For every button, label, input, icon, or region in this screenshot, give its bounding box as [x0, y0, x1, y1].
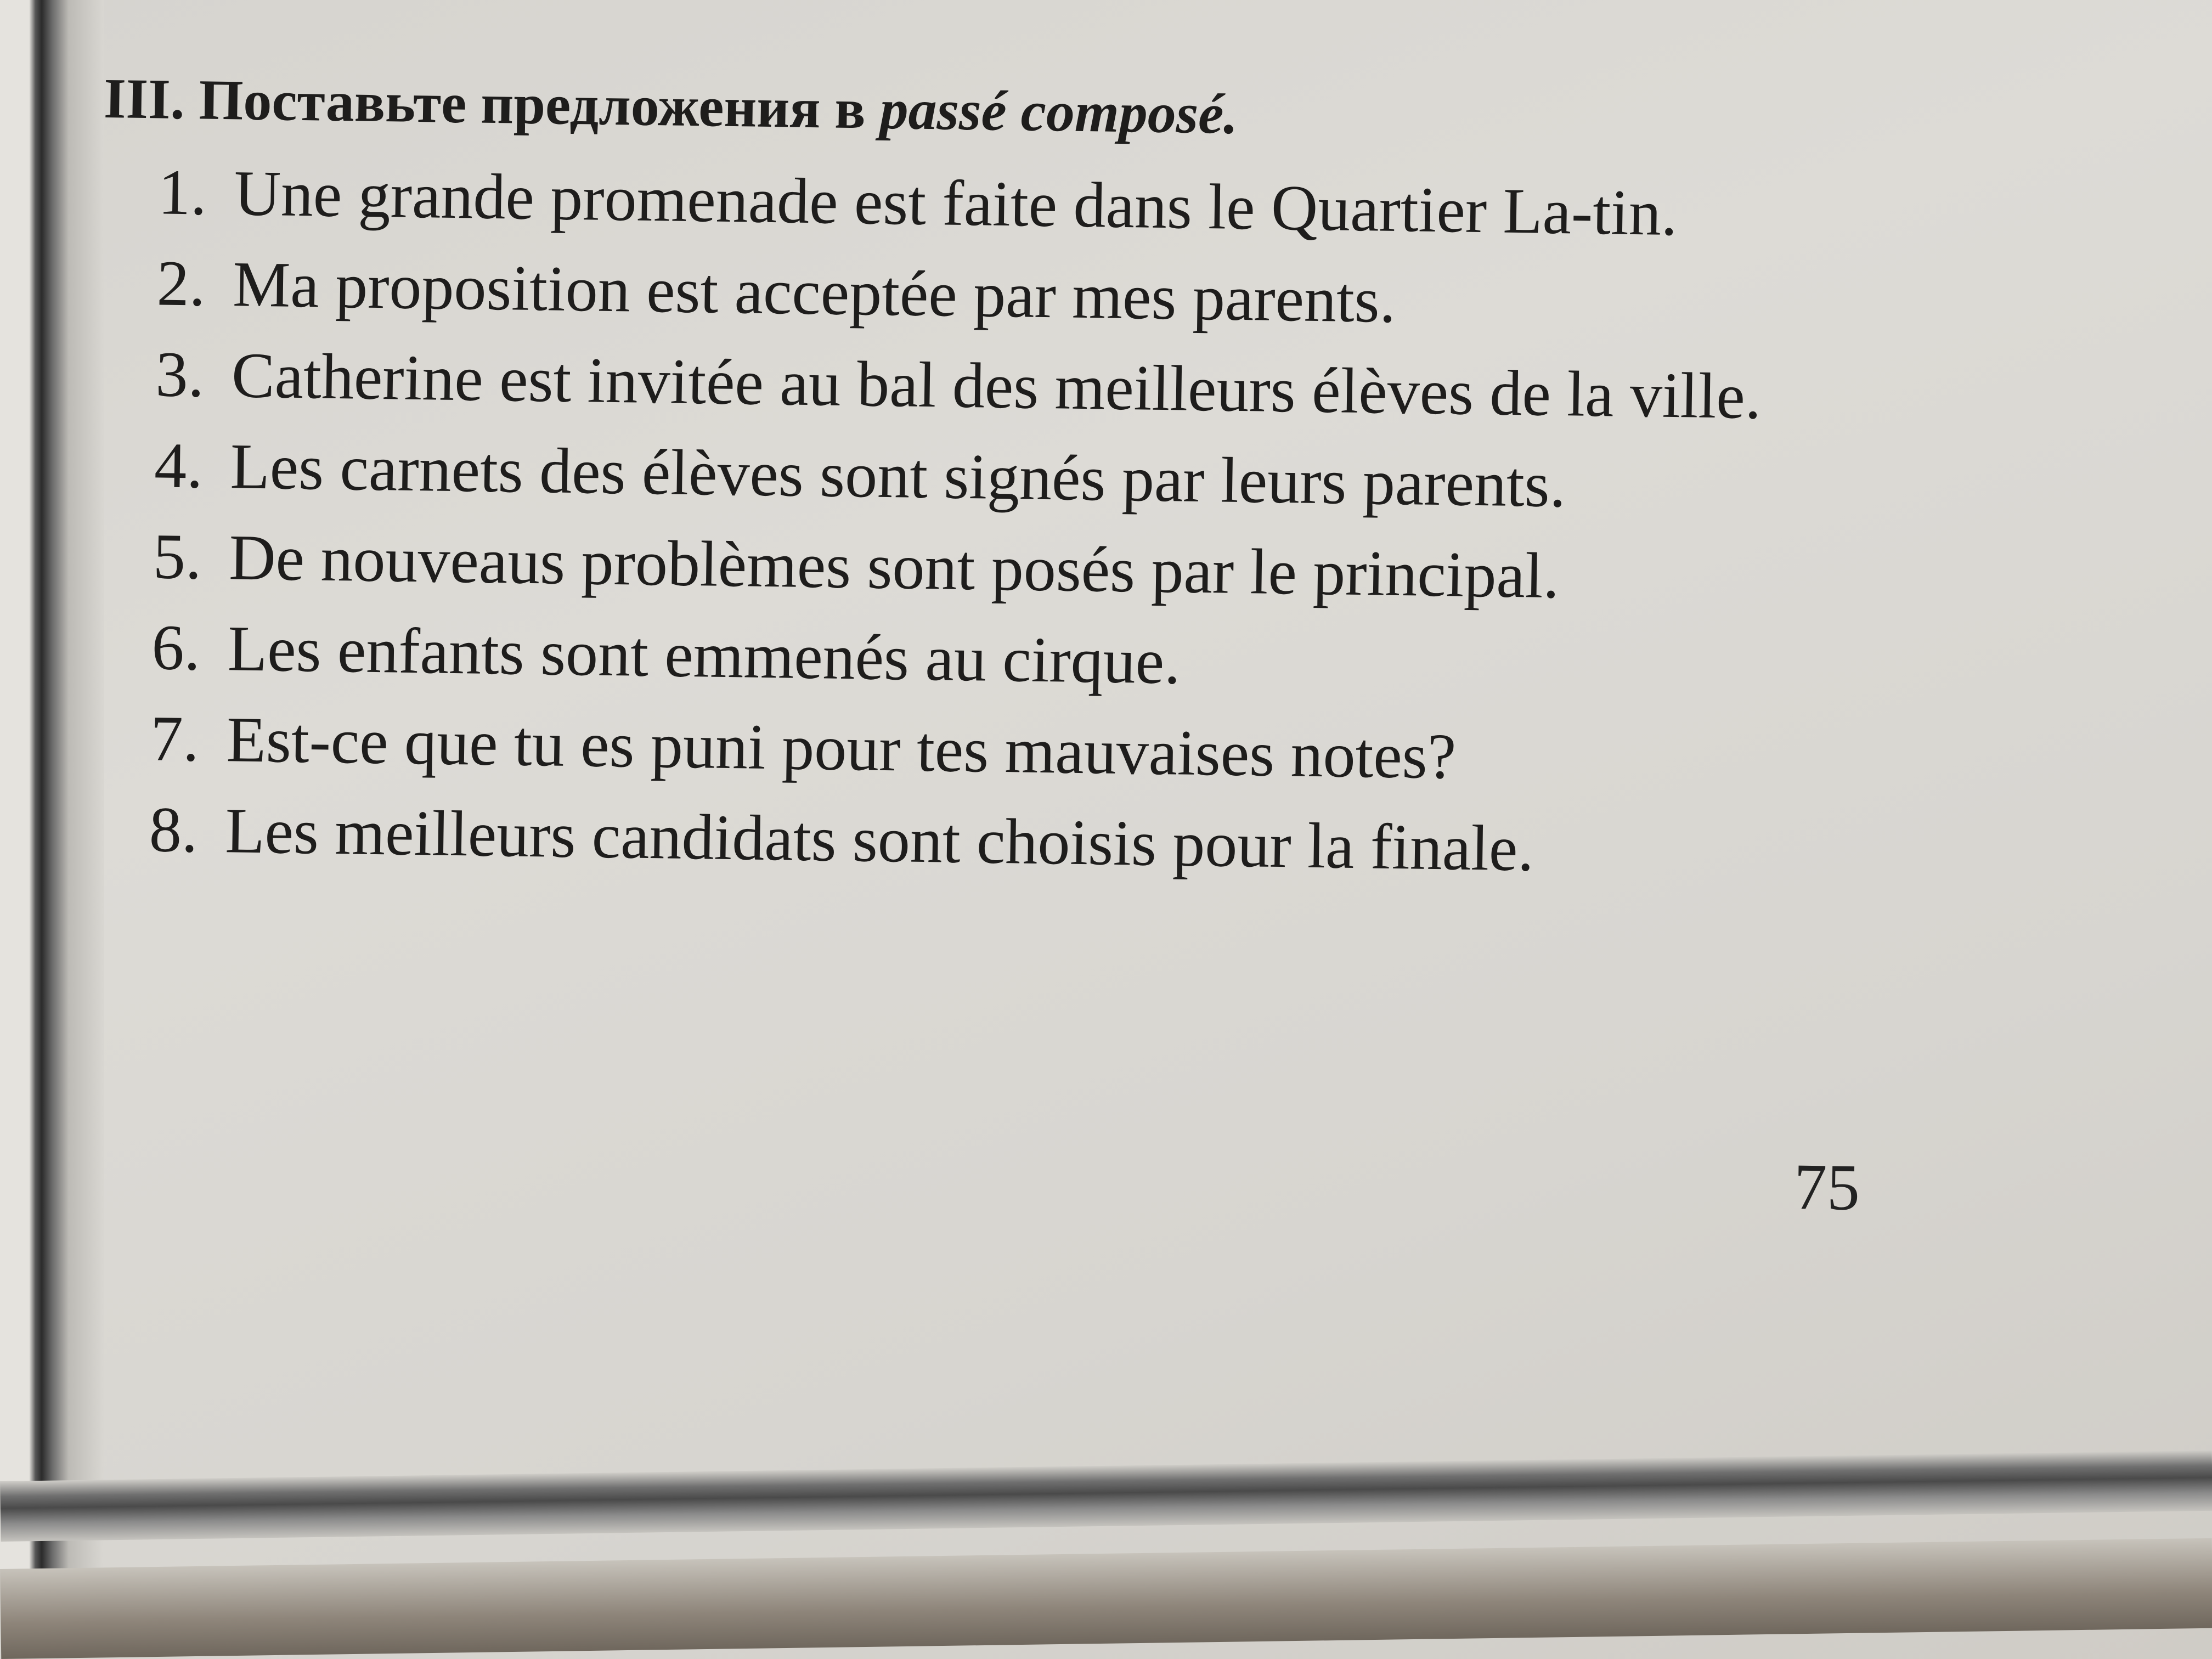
page-number: 75 [1793, 1150, 1860, 1224]
table-surface [0, 1538, 2212, 1659]
bottom-edge-shadow [0, 1451, 2212, 1542]
item-text: Ma proposition est acceptée par mes parents. [232, 248, 1397, 336]
page-spine-shadow [0, 0, 104, 1575]
item-number: 8. [149, 793, 199, 866]
exercise-number: III. [103, 66, 185, 132]
item-text: Les meilleurs candidats sont choisis pour la finale. [224, 794, 1534, 885]
exercise-instruction: Поставьте предложения в [198, 68, 866, 141]
item-number: 2. [156, 247, 206, 320]
exercise-instruction-italic: passé composé. [879, 77, 1239, 146]
item-number: 1. [157, 156, 207, 229]
item-number: 3. [155, 338, 205, 411]
item-number: 5. [153, 520, 202, 593]
item-text: Est-ce que tu es puni pour tes mauvaises notes? [225, 703, 1457, 793]
item-number: 7. [150, 702, 200, 775]
exercise-block [93, 66, 2024, 903]
item-text: Les carnets des élèves sont signés par leurs parents. [229, 430, 1567, 521]
exercise-heading [103, 66, 2024, 158]
item-text: Catherine est invitée au bal des meilleurs élèves de la ville. [231, 339, 1762, 433]
item-text: Une grande promenade est faite dans le Quartier La-tin. [233, 157, 1678, 250]
item-text: De nouveaus problèmes sont posés par le principal. [228, 521, 1560, 612]
item-text: Les enfants sont emmenés au cirque. [227, 612, 1181, 698]
sentence-list [93, 148, 2023, 900]
item-number: 6. [151, 611, 201, 684]
item-number: 4. [154, 429, 204, 502]
